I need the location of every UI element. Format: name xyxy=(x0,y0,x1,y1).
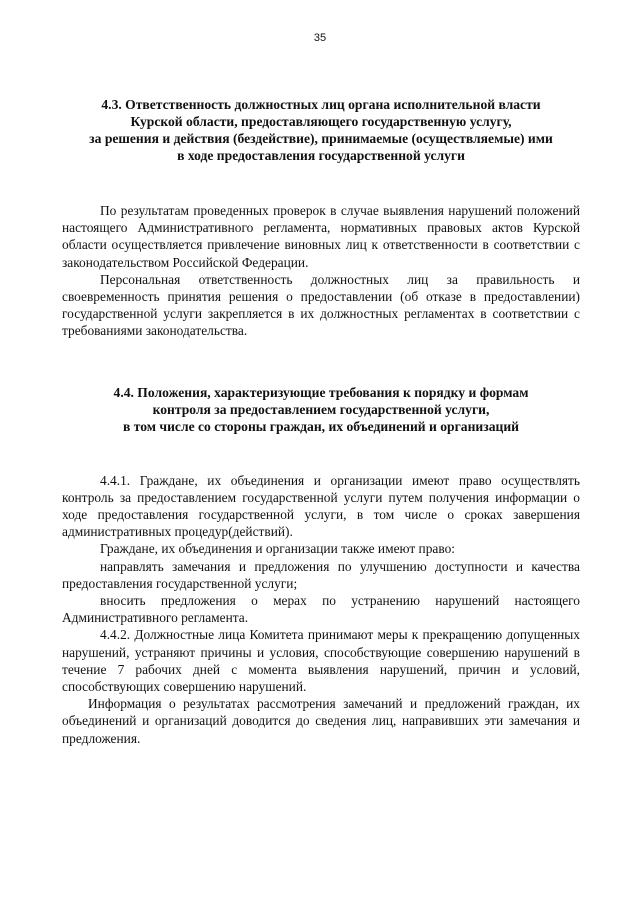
heading-line: Курской области, предоставляющего государственную услугу, xyxy=(130,114,512,129)
paragraph: Персональная ответственность должностных лиц за правильность и своевременность принятия решения о предоставлении (об отказе в предоставлении) государственной услуги закрепляется в их должностных регламентах в соответствии с требованиями законодательства. xyxy=(62,271,580,339)
heading-line: 4.4. Положения, характеризующие требования к порядку и формам xyxy=(113,384,529,400)
paragraph: вносить предложения о мерах по устранению нарушений настоящего Административного регламента. xyxy=(62,593,580,626)
paragraph: 4.4.1. Граждане, их объединения и организации имеют право осуществлять контроль за предоставлением государственной услуги путем получения информации о ходе предоставления государственной услуги, в том числе о сроках завершения административных процедур(действий). xyxy=(62,472,580,540)
page-number: 35 xyxy=(313,32,327,44)
heading-line: контроля за предоставлением государственной услуги, xyxy=(152,401,490,417)
paragraph: Информация о результатах рассмотрения замечаний и предложений граждан, их объединений и организаций доводится до сведения лиц, направивших эти замечания и предложения. xyxy=(62,696,580,746)
heading-line: за решения и действия (бездействие), принимаемые (осуществляемые) ими xyxy=(89,131,553,146)
heading-line: 4.3. Ответственность должностных лиц органа исполнительной власти xyxy=(101,97,541,112)
heading-line: в том числе со стороны граждан, их объединений и организаций xyxy=(123,418,519,434)
heading-line: в ходе предоставления государственной услуги xyxy=(177,148,465,163)
paragraph: 4.4.2. Должностные лица Комитета принимают меры к прекращению допущенных нарушений, устраняют причины и условия, способствующие совершению нарушений в течение 7 рабочих дней с момента выявления нарушений, причин и условий, способствующих совершению нарушений. xyxy=(62,627,580,695)
document-body xyxy=(62,96,580,747)
section-heading-4-4 xyxy=(62,384,580,435)
paragraph: направлять замечания и предложения по улучшению доступности и качества предоставления государственной услуги; xyxy=(62,558,580,591)
paragraph: Граждане, их объединения и организации также имеют право: xyxy=(100,541,455,557)
section-heading-4-3 xyxy=(62,96,580,164)
paragraph: По результатам проведенных проверок в случае выявления нарушений положений настоящего Административного регламента, нормативных правовых актов Курской области осуществляется привлечение виновных лиц к ответственности в соответствии с законодательством Российской Федерации. xyxy=(62,203,580,270)
